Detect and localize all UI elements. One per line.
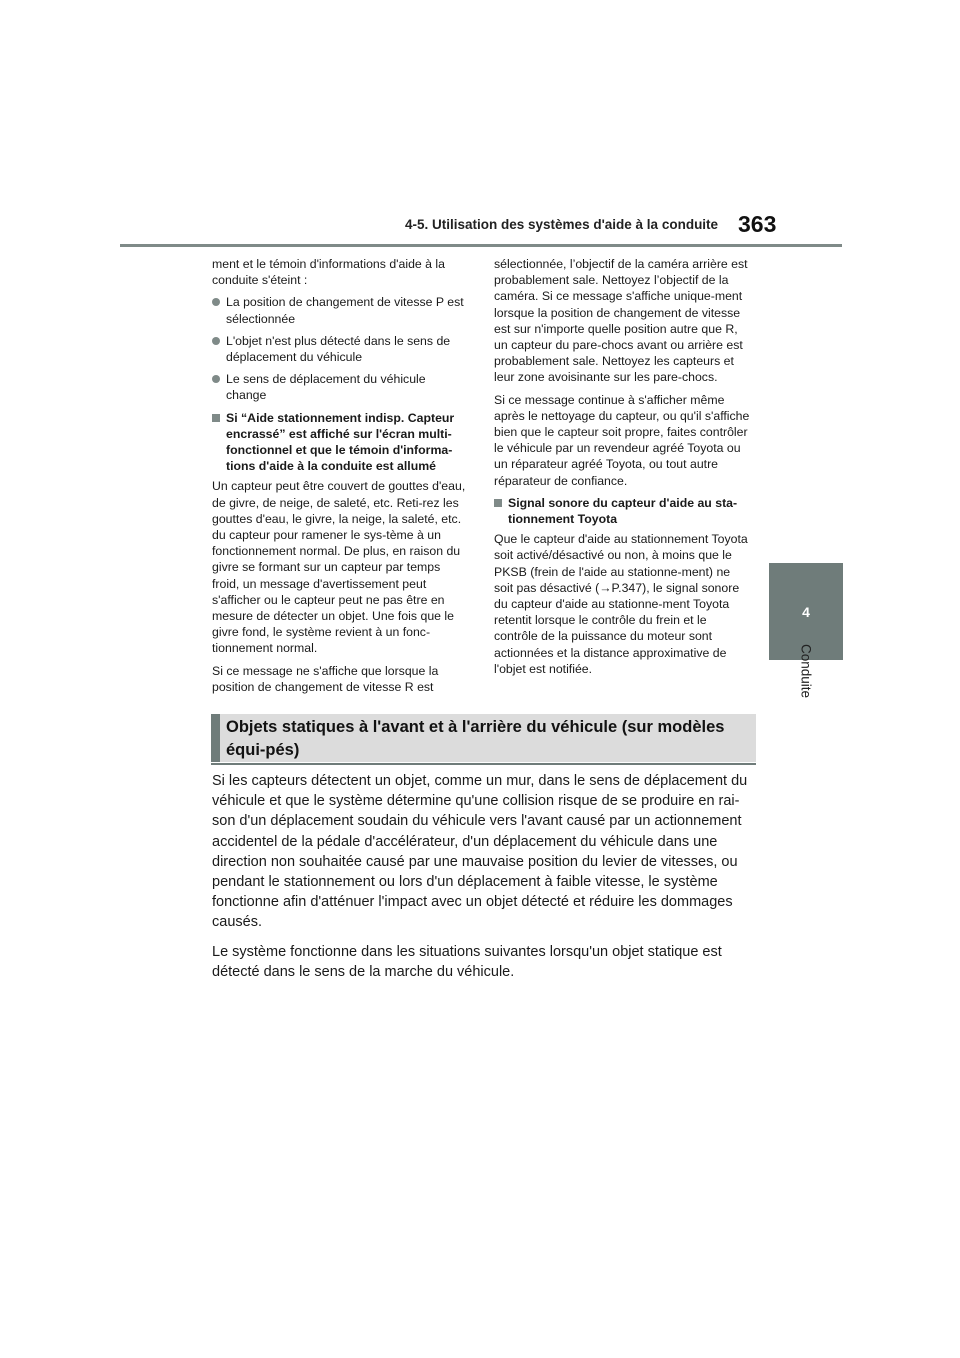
left-intro: ment et le témoin d'informations d'aide à la conduite s'éteint : — [212, 257, 445, 288]
list-item — [212, 333, 468, 365]
bullet-icon — [212, 298, 220, 306]
section-body — [212, 771, 760, 991]
subheading — [494, 495, 750, 527]
list-item — [212, 294, 468, 326]
square-bullet-icon — [212, 414, 220, 422]
paragraph: Que le capteur d'aide au stationnement Toyota soit activé/désactivé ou non, à moins que le PKSB (frein de l'aide au stationne-ment) ne soit pas désactivé (→P.347), le signal sonore du capteur d'aide au stationne-ment Toyota retentit lorsque le contrôle du frein et le contrôle de la puissance du moteur sont actionnées et la distance approximative de l'objet est notifiée. — [494, 532, 748, 676]
square-bullet-icon — [494, 499, 502, 507]
bullet-text: L'objet n'est plus détecté dans le sens de déplacement du véhicule — [226, 333, 451, 365]
right-column — [494, 256, 750, 683]
bullet-text: La position de changement de vitesse P est sélectionnée — [226, 295, 464, 326]
section-divider — [211, 763, 756, 765]
left-column — [212, 256, 468, 701]
header-divider — [120, 244, 842, 247]
list-item — [212, 371, 468, 403]
paragraph: Si ce message ne s'affiche que lorsque la position de changement de vitesse R est — [212, 663, 439, 694]
subheading-text: Signal sonore du capteur d'aide au sta-tionnement Toyota — [508, 495, 738, 527]
paragraph: sélectionnée, l’objectif de la caméra arrière est probablement sale. Nettoyez l’objectif de la caméra. Si ce message s'affiche unique-ment lorsque la position de changement de vitesse est sur n'importe quelle position autre que R, un capteur du pare-chocs avant ou arrière est probablement sale. Nettoyez les capteurs et leur zone avoisinante sur les pare-chocs. — [494, 257, 748, 385]
paragraph: Si les capteurs détectent un objet, comme un mur, dans le sens de déplacement du véhicule et que le système détermine qu'une collision risque de se produire en rai-son d'un déplacement soudain du véhicule vers l'avant causé par un actionnement accidentel de la pédale d'accélérateur, d'un déplacement du véhicule dans une direction non souhaitée causé par une mauvaise position du levier de vitesses, ou pendant le stationnement ou lors d'un déplacement à faible vitesse, le système fonctionne afin d'atténuer l'impact avec un objet détecté et réduire les dommages causés. — [212, 773, 748, 931]
section-header-title: 4-5. Utilisation des systèmes d'aide à la conduite — [405, 217, 719, 232]
chapter-label: Conduite — [798, 643, 814, 699]
section-title: Objets statiques à l'avant et à l'arrière du véhicule (sur modèles équi-pés) — [226, 718, 725, 759]
paragraph: Si ce message continue à s'afficher même après le nettoyage du capteur, ou qu'il s'affiche bien que le capteur soit propre, faites contrôler le véhicule par un revendeur agréé Toyota ou un réparateur agréé Toyota, ou tout autre réparateur de confiance. — [494, 392, 750, 488]
paragraph: Un capteur peut être couvert de gouttes d'eau, de givre, de neige, de saleté, etc. Reti-rez les gouttes d'eau, le givre, la neige, la saleté, etc. du capteur pour ramener le sys-tème à un fonctionnement normal. De plus, en raison du givre se formant sur un capteur par temps froid, un message d'avertissement peut s'afficher ou le capteur peut ne pas être en mesure de détecter un objet. Une fois que le givre fond, le système revient à un fonc-tionnement normal. — [212, 479, 466, 656]
bullet-icon — [212, 375, 220, 383]
bullet-text: Le sens de déplacement du véhicule change — [226, 372, 426, 403]
page-number: 363 — [738, 211, 777, 237]
subheading-text: Si “Aide stationnement indisp. Capteur encrassé” est affiché sur l'écran multi-fonctionnel et que le témoin d'informa-tions d'aide à la conduite est allumé — [226, 410, 455, 474]
subheading — [212, 410, 468, 475]
chapter-number: 4 — [802, 603, 810, 620]
paragraph: Le système fonctionne dans les situations suivantes lorsqu'un objet statique est détecté dans le sens de la marche du véhicule. — [212, 943, 722, 980]
bullet-icon — [212, 337, 220, 345]
section-banner — [211, 714, 756, 762]
